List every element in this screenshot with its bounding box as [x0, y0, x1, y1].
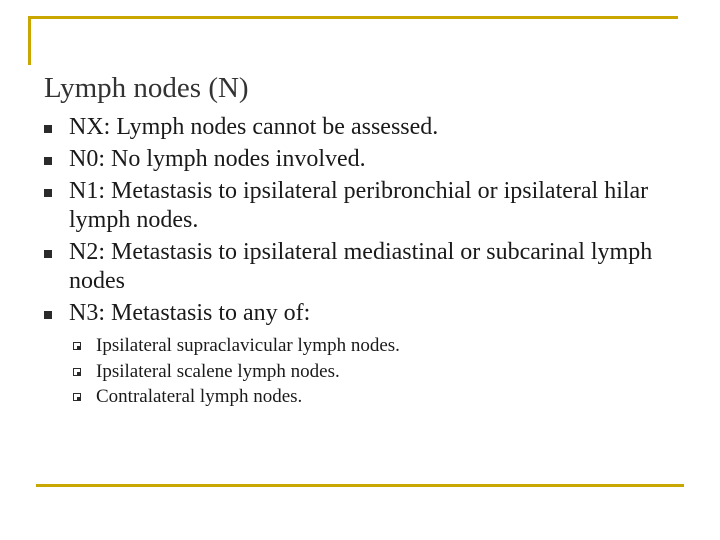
- square-bullet-icon: [44, 311, 52, 319]
- frame-top-rule: [28, 16, 678, 19]
- stage-description: : Metastasis to ipsilateral peribronchial or ipsilateral hilar lymph nodes.: [69, 178, 649, 233]
- stage-code: N1: [69, 178, 99, 204]
- square-bullet-icon: [44, 189, 52, 197]
- stage-description: : Metastasis to ipsilateral mediastinal or subcarinal lymph nodes: [69, 239, 653, 294]
- bullet-item-n2: [44, 238, 684, 296]
- stage-code: N2: [69, 239, 99, 265]
- bullet-list: [44, 113, 684, 413]
- frame-left-rule: [28, 16, 31, 65]
- stage-description: : Metastasis to any of:: [98, 300, 311, 326]
- bullet-item-n0: [44, 145, 684, 174]
- hollow-square-bullet-icon: [73, 368, 81, 376]
- slide-title: Lymph nodes (N): [44, 72, 249, 104]
- bullet-item-n1: [44, 177, 684, 235]
- square-bullet-icon: [44, 157, 52, 165]
- sub-bullet-item: [69, 384, 684, 410]
- square-bullet-icon: [44, 125, 52, 133]
- stage-description: : No lymph nodes involved.: [98, 146, 366, 172]
- stage-code: N0: [69, 146, 99, 172]
- stage-code: N3: [69, 300, 99, 326]
- square-bullet-icon: [44, 250, 52, 258]
- sub-bullet-text: Ipsilateral scalene lymph nodes.: [96, 360, 340, 382]
- frame-bottom-rule: [36, 484, 684, 487]
- sub-bullet-list: [69, 333, 684, 410]
- sub-bullet-item: [69, 359, 684, 385]
- sub-bullet-item: [69, 333, 684, 359]
- stage-description: : Lymph nodes cannot be assessed.: [103, 114, 439, 140]
- hollow-square-bullet-icon: [73, 393, 81, 401]
- stage-code: NX: [69, 114, 104, 140]
- hollow-square-bullet-icon: [73, 342, 81, 350]
- bullet-item-n3: [44, 299, 684, 410]
- sub-bullet-text: Ipsilateral supraclavicular lymph nodes.: [96, 335, 400, 356]
- sub-bullet-text: Contralateral lymph nodes.: [96, 386, 303, 407]
- bullet-item-nx: [44, 113, 684, 142]
